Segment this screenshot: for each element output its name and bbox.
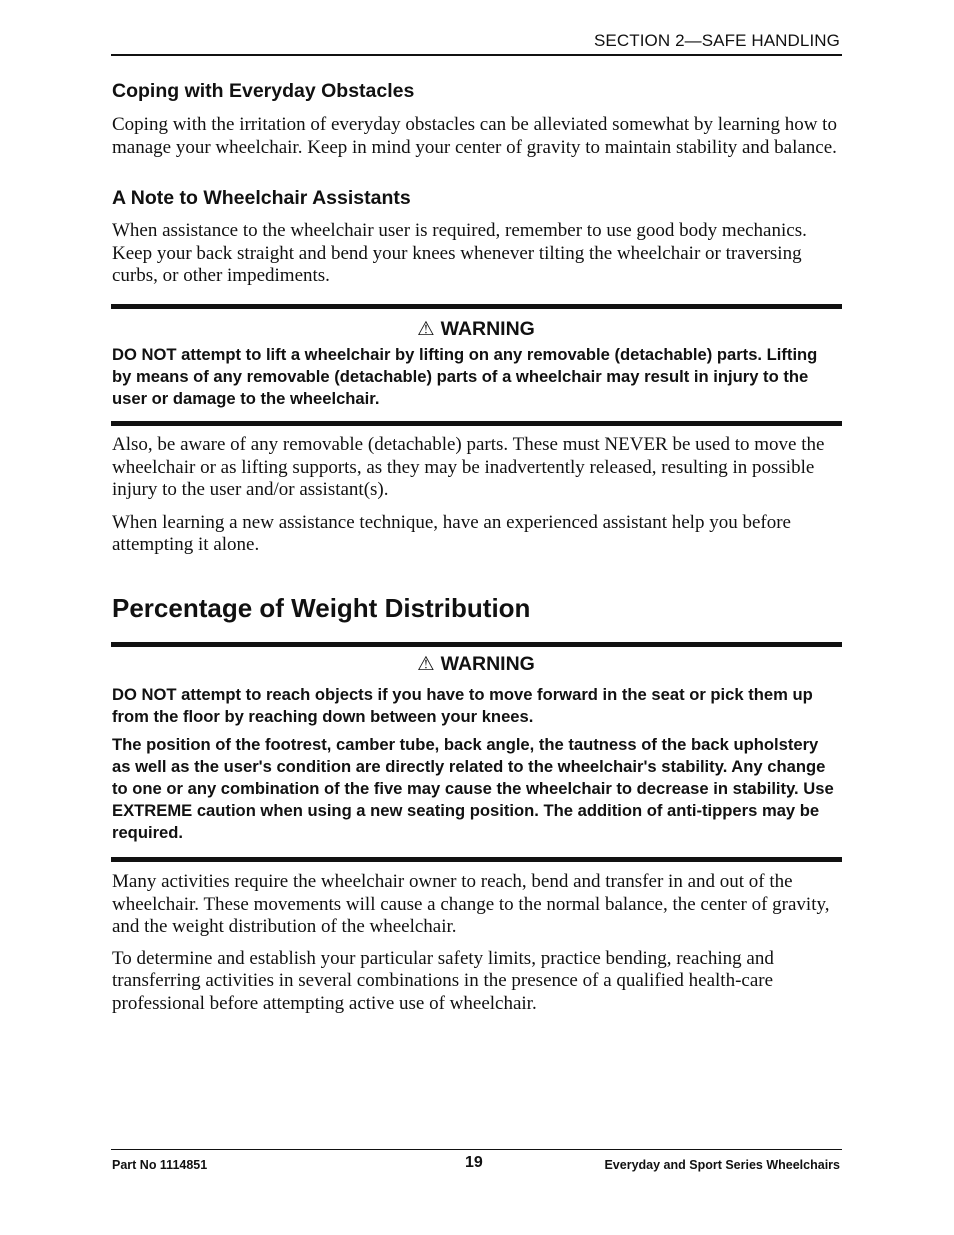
warning1-title (112, 317, 840, 341)
warning1-top-rule (111, 304, 842, 309)
coping-heading: Coping with Everyday Obstacles (112, 80, 415, 102)
assistants-heading: A Note to Wheelchair Assistants (112, 187, 411, 210)
warning2-bottom-rule (111, 857, 842, 862)
page-number: 19 (465, 1154, 483, 1171)
activities-paragraph: Many activities require the wheelchair owner to reach, bend and transfer in and out of the wheelchair. These movements will cause a change to the normal balance, the center of gravity, and the weight distribution of the wheelchair. (112, 870, 830, 938)
warning2-reach-text: DO NOT attempt to reach objects if you have to move forward in the seat or pick them up from the floor by reaching down between your knees. (112, 684, 813, 726)
weight-distribution-heading: Percentage of Weight Distribution (112, 592, 531, 623)
warning1-text: DO NOT attempt to lift a wheelchair by lifting on any removable (detachable) parts. Lifting by means of any removable (detachable) parts of a wheelchair may result in injury to the user or damage to the wheelchair. (112, 344, 818, 408)
warning2-title (112, 652, 840, 676)
warning2-top-rule (111, 642, 842, 647)
warning-triangle-icon: ⚠ (417, 317, 435, 340)
warning-triangle-icon: ⚠ (417, 652, 435, 675)
detachable-parts-paragraph: Also, be aware of any removable (detachable) parts. These must NEVER be used to move the wheelchair or as lifting supports, as they may be inadvertently released, resulting in possible injury to the user and/or assistant(s). (112, 433, 825, 501)
footer-rule (111, 1149, 842, 1150)
warning1-title-text: WARNING (440, 317, 535, 340)
warning2-title-text: WARNING (440, 652, 535, 675)
assistants-paragraph: When assistance to the wheelchair user is required, remember to use good body mechanics. Keep your back straight and bend your knees whenever tilting the wheelchair or traversing curbs, or other impediments. (112, 220, 807, 287)
coping-paragraph: Coping with the irritation of everyday obstacles can be alleviated somewhat by learning how to manage your wheelchair. Keep in mind your center of gravity to maintain stability and balance. (112, 114, 837, 158)
assistance-technique-paragraph: When learning a new assistance technique, have an experienced assistant help you before attempting it alone. (112, 511, 791, 556)
header-rule (111, 54, 842, 56)
footer-product-name: Everyday and Sport Series Wheelchairs (604, 1158, 840, 1172)
warning2-stability-text: The position of the footrest, camber tube, back angle, the tautness of the back upholstery as well as the user's condition are directly related to the wheelchair's stability. Any change to one or any combination of the five may cause the wheelchair to decrease in stability. Use EXTREME caution when using a new seating position. The addition of anti-tippers may be required. (112, 734, 834, 842)
warning1-bottom-rule (111, 421, 842, 426)
safety-limits-paragraph: To determine and establish your particular safety limits, practice bending, reaching and transferring activities in several combinations in the presence of a qualified health-care professional before attempting active use of wheelchair. (112, 947, 774, 1014)
footer-part-number: Part No 1114851 (112, 1158, 208, 1172)
running-header: SECTION 2—SAFE HANDLING (593, 31, 840, 50)
page-content (112, 78, 840, 1016)
